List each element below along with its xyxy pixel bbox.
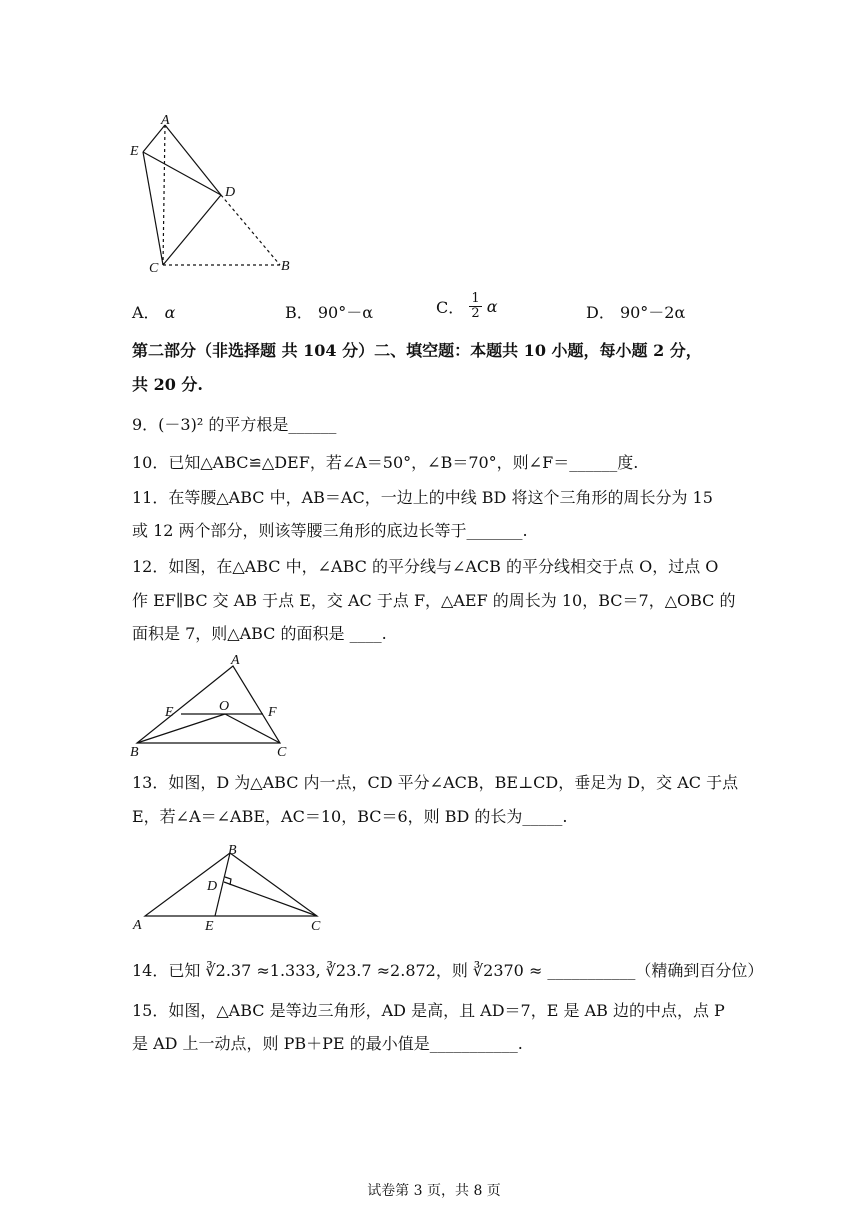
option-b bbox=[285, 300, 373, 323]
label-A: A bbox=[133, 918, 142, 933]
option-b-text: 90°－α bbox=[317, 303, 374, 322]
label-D: D bbox=[225, 185, 236, 200]
segment-CD bbox=[163, 195, 221, 265]
question-12-line1: 12．如图，在△ABC 中，∠ABC 的平分线与∠ACB 的平分线相交于点 O，过点 O bbox=[132, 557, 719, 576]
fraction-denominator: 2 bbox=[471, 306, 480, 321]
label-O: O bbox=[219, 699, 230, 714]
question-9: 9．(－3)² 的平方根是______ bbox=[132, 415, 337, 434]
question-12-line3: 面积是 7，则△ABC 的面积是 ____. bbox=[132, 624, 387, 643]
question-10: 10．已知△ABC≌△DEF，若∠A＝50°，∠B＝70°，则∠F＝______度. bbox=[132, 453, 639, 472]
figure-2 bbox=[125, 650, 300, 762]
label-A: A bbox=[231, 653, 240, 668]
option-d bbox=[586, 300, 685, 323]
segment-AC bbox=[163, 125, 165, 265]
segment-AD bbox=[165, 125, 221, 195]
segment-AE bbox=[143, 125, 165, 152]
question-11-line2: 或 12 两个部分，则该等腰三角形的底边长等于_______. bbox=[132, 521, 528, 540]
figure-1 bbox=[125, 112, 305, 277]
option-c-text: α bbox=[486, 297, 498, 316]
question-13-line2: E，若∠A＝∠ABE，AC＝10，BC＝6，则 BD 的长为_____. bbox=[132, 807, 568, 826]
section-heading-line2: 共 20 分. bbox=[132, 375, 203, 394]
question-14: 14．已知 ∛2.37 ≈1.333, ∛23.7 ≈2.872，则 ∛2370 ≈ ___________（精确到百分位） bbox=[132, 961, 764, 980]
label-B: B bbox=[228, 843, 237, 858]
option-d-letter: D． bbox=[586, 303, 615, 322]
label-C: C bbox=[311, 919, 321, 934]
segment-EC bbox=[143, 152, 163, 265]
segment-BO bbox=[137, 714, 225, 743]
label-D: D bbox=[207, 879, 218, 894]
label-F: F bbox=[268, 705, 277, 720]
label-E: E bbox=[165, 705, 174, 720]
question-12-line2: 作 EF∥BC 交 AB 于点 E，交 AC 于点 F，△AEF 的周长为 10，BC＝7，△OBC 的 bbox=[132, 591, 736, 610]
question-15-line1: 15．如图，△ABC 是等边三角形，AD 是高，且 AD＝7，E 是 AB 边的中点，点 P bbox=[132, 1001, 725, 1020]
option-a bbox=[132, 300, 175, 323]
question-13-line1: 13．如图，D 为△ABC 内一点，CD 平分∠ACB，BE⊥CD，垂足为 D，交 AC 于点 bbox=[132, 773, 739, 792]
option-d-text: 90°－2α bbox=[619, 303, 686, 322]
fraction-numerator: 1 bbox=[471, 291, 480, 306]
label-A: A bbox=[161, 113, 170, 128]
segment-DB bbox=[221, 195, 280, 265]
question-15-line2: 是 AD 上一动点，则 PB＋PE 的最小值是___________. bbox=[132, 1034, 523, 1053]
label-E: E bbox=[130, 144, 139, 159]
label-E: E bbox=[205, 919, 214, 934]
label-B: B bbox=[130, 745, 139, 760]
question-11-line1: 11．在等腰△ABC 中，AB＝AC，一边上的中线 BD 将这个三角形的周长分为 15 bbox=[132, 488, 713, 507]
option-a-letter: A． bbox=[132, 303, 160, 322]
figure-3 bbox=[125, 840, 335, 940]
label-C: C bbox=[149, 261, 159, 276]
option-c-fraction bbox=[469, 292, 481, 321]
segment-DC bbox=[224, 882, 317, 916]
option-c-letter: C． bbox=[436, 298, 465, 317]
option-c bbox=[436, 292, 498, 321]
label-B: B bbox=[281, 259, 290, 274]
segment-ED bbox=[143, 152, 221, 195]
label-C: C bbox=[277, 745, 287, 760]
option-a-text: α bbox=[164, 303, 176, 322]
option-b-letter: B． bbox=[285, 303, 313, 322]
page-footer: 试卷第 3 页，共 8 页 bbox=[367, 1183, 501, 1199]
section-heading-line1: 第二部分（非选择题 共 104 分）二、填空题：本题共 10 小题，每小题 2 分， bbox=[132, 341, 702, 360]
